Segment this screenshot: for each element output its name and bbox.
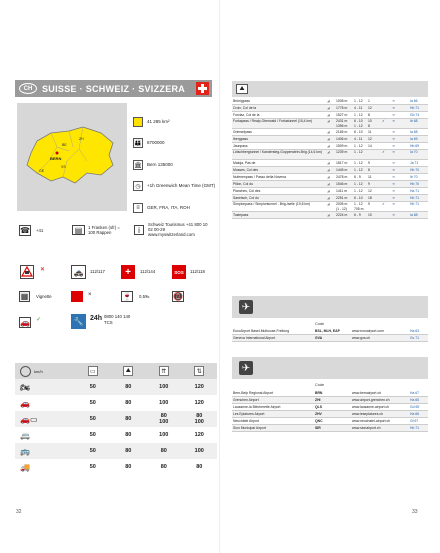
- map-canton-label: BE: [62, 143, 67, 147]
- switzerland-map-icon: [17, 103, 127, 211]
- pass-mo: 11: [368, 175, 372, 179]
- gradient-icon: ◢: [327, 202, 330, 206]
- pass-h: 1509 m: [336, 144, 348, 148]
- breakdown-number: 0800 140 140: [104, 314, 131, 319]
- speed-limit-table: [15, 363, 217, 475]
- code-column-header: Code: [315, 322, 325, 326]
- pass-ok: ✓: [382, 119, 385, 123]
- page-number-right: 33: [412, 509, 418, 515]
- airport-web[interactable]: www.euroairport.com: [352, 329, 384, 333]
- truck-icon: 🚚: [20, 462, 30, 472]
- pass-h: 1411 m: [336, 189, 348, 193]
- pass-pc: 1 - 12: [354, 99, 363, 103]
- speed-limit-value: 120: [194, 432, 204, 438]
- pass-mo: 12: [368, 137, 372, 141]
- pass-h: 2431 m 1396 m: [336, 119, 348, 128]
- camper-icon: 🚐: [20, 430, 30, 440]
- speed-limit-value: 50: [89, 384, 96, 390]
- airport-row: [232, 411, 428, 418]
- gradient-icon: ◢: [327, 161, 330, 165]
- speed-row: [15, 411, 217, 427]
- pass-row: [232, 212, 428, 219]
- pass-pc: 6 - 10: [354, 196, 363, 200]
- speed-limit-value: 80: [160, 464, 167, 470]
- pass-pc: 1 - 12: [354, 161, 363, 165]
- direction-arrow-icon: ➜: [392, 113, 395, 117]
- direction-arrow-icon: ➜: [392, 144, 395, 148]
- pass-h: 2251 m: [336, 196, 348, 200]
- direction-arrow-icon: ➜: [392, 182, 395, 186]
- pass-h: 1527 m: [336, 113, 348, 117]
- passes-header: [232, 81, 428, 97]
- pass-h: 1778 m: [336, 106, 348, 110]
- pass-mo: 10: [368, 213, 372, 217]
- pass-name: Maloja, Pas de: [233, 161, 256, 165]
- seatbelt-car-icon: 🚗: [20, 318, 30, 327]
- pass-mo: 12: [368, 189, 372, 193]
- airport-row: [232, 397, 428, 404]
- area-icon: [133, 117, 143, 127]
- capital-info: 🏛 Bern 135000: [133, 160, 173, 170]
- car-icon: 🚗: [20, 398, 30, 408]
- direction-arrow-icon: ➜: [392, 119, 395, 123]
- speed-limit-value: 80: [125, 400, 132, 406]
- map-capital-label: BERN: [50, 156, 62, 161]
- airport-code: ZHV: [315, 412, 322, 416]
- tourism-info: Schweiz Tourismus +41 800 10 02 00-29 www.myswitzerland.com: [148, 222, 208, 237]
- pass-h: 1817 m: [336, 161, 348, 165]
- airport-pg[interactable]: Gc 71: [410, 336, 420, 340]
- speed-limit-value: 80: [160, 448, 167, 454]
- gradient-icon: ◢: [327, 175, 330, 179]
- pass-mo: 8: [368, 168, 370, 172]
- pass-name: Lötschbergtunnel / Kandersteg-Goppenstein-Brig (14,6 km): [233, 150, 322, 154]
- mountain-passes-table: [232, 98, 428, 219]
- pass-name: Ibergpass: [233, 137, 248, 141]
- pass-mo: 10 8: [368, 119, 372, 128]
- airport-row: [232, 335, 428, 342]
- pass-pg[interactable]: Hb 70: [410, 168, 420, 172]
- pass-ok: ✓: [382, 150, 385, 154]
- airport-web[interactable]: www.neuchatel-airport.ch: [352, 419, 391, 423]
- pass-pc: 1 - 12: [354, 144, 363, 148]
- page-number-left: 32: [16, 509, 22, 515]
- airport-name: Neuchâtel Airport: [233, 419, 260, 423]
- pass-pg[interactable]: Hb 70: [410, 182, 420, 186]
- pass-mo: 1: [368, 99, 370, 103]
- direction-arrow-icon: ➜: [392, 161, 395, 165]
- airport-web[interactable]: www.sionairport.ch: [352, 426, 381, 430]
- pass-h: 1406 m: [336, 137, 348, 141]
- map-canton-label: GE: [39, 169, 45, 173]
- airport-code: BRN: [315, 391, 323, 395]
- pass-name: Simplonpass / Simplontunnel - Brig-Iselle (19,8 km): [233, 202, 311, 206]
- pass-h: 1239 m: [336, 150, 348, 154]
- airport-name: Grenchen Airport: [233, 398, 259, 402]
- pass-pc: 1 - 12: [354, 168, 363, 172]
- speed-limit-value: 80 100: [159, 413, 169, 425]
- gradient-icon: ◢: [327, 150, 330, 154]
- pass-pg[interactable]: Ia 68: [410, 213, 418, 217]
- pass-pg[interactable]: Ib 68: [410, 119, 418, 123]
- small-airplane-icon: ✈: [239, 361, 253, 375]
- pass-pg[interactable]: Ha 71: [410, 189, 420, 193]
- speed-unit: km/h: [34, 368, 43, 374]
- airport-row: [232, 390, 428, 397]
- pass-mo: 9: [368, 202, 370, 206]
- phone-driving-icon: 📵: [173, 292, 183, 301]
- population-icon: 👪: [133, 138, 143, 148]
- pass-name: Tostepass: [233, 213, 249, 217]
- direction-arrow-icon: ➜: [392, 130, 395, 134]
- pass-pg[interactable]: Ia 68: [410, 130, 418, 134]
- direction-arrow-icon: ➜: [392, 150, 395, 154]
- pass-pg[interactable]: Ib 70: [410, 175, 418, 179]
- pass-mo: 8: [368, 113, 370, 117]
- alcohol-limit: 0,5‰: [139, 294, 150, 299]
- language-info: ≡ GER, FRA, ITA, ROH: [133, 203, 190, 213]
- pass-pc: 4 - 11: [354, 106, 363, 110]
- country-banner: [15, 80, 212, 97]
- pass-row: [232, 181, 428, 188]
- map-canton-label: ZH: [79, 137, 84, 141]
- speed-limit-value: 100: [159, 400, 169, 406]
- country-title: SUISSE · SCHWEIZ · SVIZZERA: [42, 83, 186, 94]
- map-canton-label: VS: [61, 165, 66, 169]
- camper-large-icon: 🚌: [20, 446, 30, 456]
- gradient-icon: ◢: [327, 182, 330, 186]
- regional-airports-header: [232, 357, 428, 379]
- speed-camera-icon: [20, 265, 34, 279]
- alcohol-icon: 🍷: [122, 292, 132, 301]
- airport-web[interactable]: www.lausanne-airport.ch: [352, 405, 390, 409]
- airport-pg[interactable]: Ha 63: [410, 329, 420, 333]
- pass-name: Planches, Col des: [233, 189, 261, 193]
- direction-arrow-icon: ➜: [392, 213, 395, 217]
- speed-limit-value: 120: [194, 400, 204, 406]
- pass-row: [232, 98, 428, 105]
- headlight-icon: [71, 291, 83, 302]
- direction-arrow-icon: ➜: [392, 99, 395, 103]
- pass-row: [232, 188, 428, 195]
- direction-arrow-icon: ➜: [392, 175, 395, 179]
- pass-h: 2005 m (1 - 12): [336, 202, 348, 211]
- pass-h: 2478 m: [336, 175, 348, 179]
- airport-code: ZHI: [315, 398, 321, 402]
- speed-limit-value: 50: [89, 400, 96, 406]
- area-info: 41 285 km²: [133, 117, 170, 127]
- pass-h: 2224 m: [336, 213, 348, 217]
- pass-pc: 1 - 12: [354, 189, 363, 193]
- speed-limit-value: 100: [159, 384, 169, 390]
- direction-arrow-icon: ➜: [392, 196, 395, 200]
- police-number: 112/117: [90, 269, 105, 274]
- airport-web[interactable]: www.gva.ch: [352, 336, 371, 340]
- motorway-icon: ⇅: [194, 366, 204, 376]
- speed-table-header: [15, 363, 217, 379]
- speed-camera-forbidden: ✕: [40, 267, 46, 273]
- speed-row: [15, 459, 217, 475]
- airport-row: [232, 328, 428, 335]
- pass-pc: 1 - 12: [354, 150, 363, 154]
- clock-icon: ◷: [133, 181, 143, 191]
- speed-row: [15, 427, 217, 443]
- motorcycle-icon: 🏍: [20, 382, 31, 392]
- airport-pg[interactable]: Gd 69: [410, 405, 420, 409]
- pass-pc: 6 - 9: [354, 213, 361, 217]
- gradient-icon: ◢: [327, 189, 330, 193]
- pass-name: Brünigpass: [233, 99, 250, 103]
- country-road-icon: ⛰: [123, 366, 133, 376]
- pass-row: [232, 105, 428, 112]
- gradient-icon: ◢: [327, 137, 330, 141]
- telephone-icon: ☎: [20, 226, 30, 235]
- speed-limit-value: 80: [125, 416, 132, 422]
- airport-pg[interactable]: Gf 67: [410, 419, 419, 423]
- pass-mo: 9: [368, 182, 370, 186]
- pass-h: 2165 m: [336, 130, 348, 134]
- pass-pg[interactable]: Ia 70: [410, 150, 418, 154]
- dial-code: +41: [36, 228, 44, 233]
- pass-pg[interactable]: Hb 71: [410, 106, 420, 110]
- seatbelt-ok: ✓: [36, 317, 42, 323]
- pass-pc: 1 - 12: [354, 113, 363, 117]
- gradient-icon: ◢: [327, 113, 330, 117]
- pass-row: [232, 167, 428, 174]
- ch-badge: CH: [19, 83, 37, 94]
- pass-row: [232, 174, 428, 181]
- speed-limit-value: 80: [125, 448, 132, 454]
- pass-pg[interactable]: Gb 74: [410, 113, 420, 117]
- sos-number: 112/118: [190, 269, 205, 274]
- airport-name: Lausanne-la Blécherette Airport: [233, 405, 281, 409]
- speed-limit-value: 50: [89, 448, 96, 454]
- pass-row: [232, 119, 428, 129]
- ambulance-number: 112/144: [140, 269, 156, 274]
- town-sign-icon: ▭: [88, 366, 98, 376]
- pass-pg[interactable]: Hb 71: [410, 202, 420, 206]
- gradient-icon: ◢: [327, 144, 330, 148]
- pass-row: [232, 195, 428, 202]
- pass-pc: 6 - 10 1 - 12: [354, 119, 363, 128]
- speed-row: [15, 395, 217, 411]
- breakdown-service-icon: 🔧: [71, 314, 86, 329]
- pass-pg[interactable]: Ja 71: [410, 161, 419, 165]
- expressway-icon: ⇈: [159, 366, 169, 376]
- pass-row: [232, 202, 428, 212]
- airport-web[interactable]: www.bernairport.ch: [352, 391, 382, 395]
- pass-name: Furkapass / Realp-Oberwald / Furkatunnel (15,4 km): [233, 119, 313, 123]
- pass-h: 1546 m: [336, 182, 348, 186]
- speed-limit-value: 120: [194, 384, 204, 390]
- airport-row: [232, 404, 428, 411]
- pass-pg[interactable]: Ia 69: [410, 137, 418, 141]
- airport-name: Les Eplatures Airport: [233, 412, 265, 416]
- gradient-icon: ◢: [327, 106, 330, 110]
- gradient-icon: ◢: [327, 99, 330, 103]
- pass-mo: 12: [368, 106, 372, 110]
- vignette-label: Vignette: [36, 294, 52, 299]
- population-info: 👪 8700000: [133, 138, 165, 148]
- pass-row: [232, 136, 428, 143]
- pass-pc: 1 - 12: [354, 182, 363, 186]
- airport-row: [232, 425, 428, 432]
- info-icon: i: [134, 225, 144, 235]
- pass-name: Sanetsch, Col du: [233, 196, 259, 200]
- pass-h: 1445 m: [336, 168, 348, 172]
- speed-limit-value: 50: [89, 416, 96, 422]
- airport-pg[interactable]: Ha 67: [410, 391, 420, 395]
- banknote-icon: ▤: [72, 225, 85, 235]
- airport-pg[interactable]: Hb 71: [410, 426, 420, 430]
- capital-icon: 🏛: [133, 160, 143, 170]
- mountain-pass-icon: ⛰: [236, 84, 248, 94]
- language-icon: ≡: [133, 203, 143, 213]
- speed-limit-value: 100: [159, 432, 169, 438]
- police-car-icon: 🚓: [71, 265, 86, 279]
- speed-row: [15, 443, 217, 459]
- gradient-icon: ◢: [327, 196, 330, 200]
- international-airports-table: [232, 328, 428, 342]
- gradient-icon: ◢: [327, 168, 330, 172]
- pass-ok: ✓: [382, 202, 385, 206]
- pass-name: Nufenenpass / Passo della Novena: [233, 175, 286, 179]
- airport-name: Geneva International Airport: [233, 336, 276, 340]
- gradient-icon: ◢: [327, 130, 330, 134]
- currency-info: 1 Franken (sfr) = 100 Rappen: [88, 225, 120, 235]
- airport-row: [232, 418, 428, 425]
- pass-pc: 6 - 9: [354, 175, 361, 179]
- international-airports-header: [232, 296, 428, 318]
- airport-code: BSL, MLH, EAP: [315, 329, 340, 333]
- pass-mo: 18: [368, 196, 372, 200]
- airport-pg[interactable]: Ha 66: [410, 412, 420, 416]
- airplane-icon: ✈: [239, 300, 253, 314]
- pass-name: Jaunpass: [233, 144, 248, 148]
- airport-pg[interactable]: Ha 65: [410, 398, 420, 402]
- swiss-flag-icon: [196, 82, 209, 95]
- pass-pc: 6 - 10: [354, 130, 363, 134]
- pass-name: Forclaz, Col de la: [233, 113, 260, 117]
- speed-limit-value: 80: [125, 384, 132, 390]
- ambulance-icon: +: [121, 265, 135, 279]
- pass-row: [232, 150, 428, 160]
- pass-mo: 14: [368, 144, 372, 148]
- pass-name: Pillon, Col du: [233, 182, 253, 186]
- speed-limit-value: 80 100: [194, 413, 204, 425]
- pass-name: Grimselpass: [233, 130, 252, 134]
- pass-mo: 9: [368, 161, 370, 165]
- pass-pg[interactable]: Hb 71: [410, 196, 420, 200]
- gradient-icon: ◢: [327, 119, 330, 123]
- airport-web[interactable]: www.airport-grenchen.ch: [352, 398, 390, 402]
- gradient-icon: ◢: [327, 213, 330, 217]
- pass-mo: 11: [368, 130, 372, 134]
- pass-pg[interactable]: Ia 66: [410, 99, 418, 103]
- direction-arrow-icon: ➜: [392, 137, 395, 141]
- pass-pc: 1 - 12 705 m: [354, 202, 364, 211]
- speedometer-icon: [20, 366, 31, 377]
- speed-limit-value: 50: [89, 464, 96, 470]
- pass-name: Mosses, Col des: [233, 168, 259, 172]
- direction-arrow-icon: ➜: [392, 168, 395, 172]
- lights-required: ×: [88, 292, 92, 298]
- pass-row: [232, 129, 428, 136]
- airport-web[interactable]: www.leseplatures.ch: [352, 412, 383, 416]
- speed-limit-value: 80: [196, 464, 203, 470]
- speed-row: [15, 379, 217, 395]
- airport-code: GVA: [315, 336, 323, 340]
- code-column-header: Code: [315, 383, 325, 387]
- car-trailer-icon: 🚗▭: [20, 414, 38, 424]
- vignette-icon: ▦: [20, 292, 29, 301]
- airport-code: SIR: [315, 426, 321, 430]
- timezone-info: ◷ +1h Greenwich Mean Time (GMT): [133, 181, 217, 191]
- airport-name: Sion Municipal Airport: [233, 426, 266, 430]
- speed-table-body: [15, 379, 217, 475]
- speed-limit-value: 100: [194, 448, 204, 454]
- regional-airports-table: [232, 390, 428, 432]
- pass-row: [232, 143, 428, 150]
- speed-limit-value: 50: [89, 432, 96, 438]
- airport-code: QNC: [315, 419, 323, 423]
- speed-limit-value: 80: [125, 432, 132, 438]
- airport-name: EuroAirport Basel-Mulhouse-Freiburg: [233, 329, 290, 333]
- airport-name: Bern-Belp Regional Airport: [233, 391, 274, 395]
- direction-arrow-icon: ➜: [392, 189, 395, 193]
- direction-arrow-icon: ➜: [392, 106, 395, 110]
- airport-code: QLS: [315, 405, 322, 409]
- direction-arrow-icon: ➜: [392, 202, 395, 206]
- pass-h: 1008 m: [336, 99, 348, 103]
- breakdown-hours: 24h: [90, 315, 103, 322]
- country-map: [17, 103, 127, 211]
- speed-limit-value: 80: [125, 464, 132, 470]
- pass-name: Croix, Col de la: [233, 106, 257, 110]
- pass-row: [232, 112, 428, 119]
- breakdown-org: TCS: [104, 320, 113, 325]
- sos-icon: SOS: [172, 265, 186, 279]
- pass-pg[interactable]: Hb 69: [410, 144, 420, 148]
- pass-pc: 4 - 11: [354, 137, 363, 141]
- pass-row: [232, 160, 428, 167]
